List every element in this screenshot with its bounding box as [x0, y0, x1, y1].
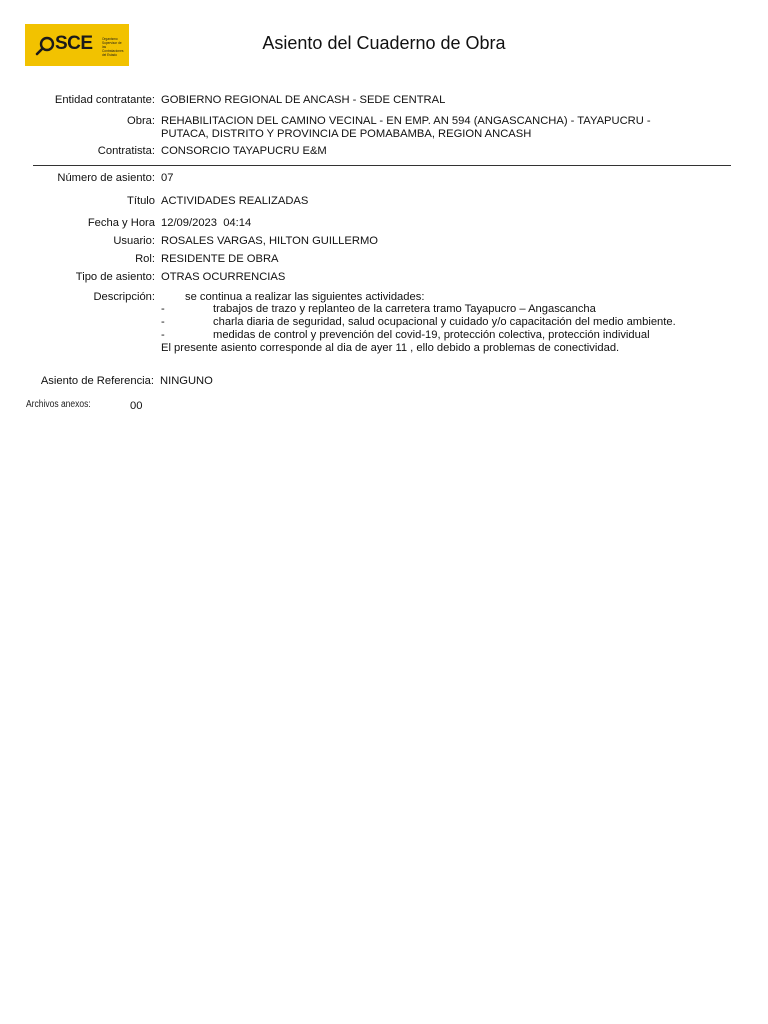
- list-bullet: -: [161, 303, 165, 315]
- logo-subtitle: Organismo Supervisor de las Contrataciones del Estado: [102, 37, 124, 57]
- divider-line: [33, 165, 731, 166]
- descripcion-label: Descripción:: [93, 291, 155, 303]
- rol-value: RESIDENTE DE OBRA: [161, 253, 279, 265]
- numero-value: 07: [161, 172, 174, 184]
- numero-label: Número de asiento:: [57, 172, 155, 184]
- obra-label: Obra:: [127, 115, 155, 127]
- page-title: Asiento del Cuaderno de Obra: [262, 33, 506, 53]
- titulo-value: ACTIVIDADES REALIZADAS: [161, 195, 309, 207]
- contratista-label: Contratista:: [97, 145, 155, 157]
- list-item: trabajos de trazo y replanteo de la carretera tramo Tayapucro – Angascancha: [213, 303, 596, 315]
- titulo-label: Título: [127, 195, 155, 207]
- usuario-value: ROSALES VARGAS, HILTON GUILLERMO: [161, 235, 378, 247]
- descripcion-closing: El presente asiento corresponde al dia de ayer 11 , ello debido a problemas de conectividad.: [161, 342, 620, 354]
- anexos-value: 00: [130, 400, 143, 412]
- obra-value-line1: REHABILITACION DEL CAMINO VECINAL - EN EMP. AN 594 (ANGASCANCHA) - TAYAPUCRU -: [161, 115, 651, 127]
- logo-wordmark: SCE: [55, 33, 93, 54]
- referencia-value: NINGUNO: [160, 375, 213, 387]
- list-item: charla diaria de seguridad, salud ocupacional y cuidado y/o capacitación del medio ambiente.: [213, 316, 676, 328]
- fecha-value: 12/09/2023 04:14: [161, 217, 252, 229]
- entidad-label: Entidad contratante:: [54, 94, 155, 106]
- list-item: medidas de control y prevención del covid-19, protección colectiva, protección individual: [213, 329, 650, 341]
- obra-value-line2: PUTACA, DISTRITO Y PROVINCIA DE POMABAMBA, REGION ANCASH: [161, 128, 532, 140]
- tipo-value: OTRAS OCURRENCIAS: [161, 271, 286, 283]
- contratista-value: CONSORCIO TAYAPUCRU E&M: [161, 145, 327, 157]
- entidad-value: GOBIERNO REGIONAL DE ANCASH - SEDE CENTRAL: [161, 94, 446, 106]
- anexos-label: Archivos anexos:: [26, 399, 91, 410]
- referencia-label: Asiento de Referencia:: [40, 375, 154, 387]
- descripcion-intro: se continua a realizar las siguientes actividades:: [185, 291, 425, 303]
- fecha-label: Fecha y Hora: [87, 217, 155, 229]
- rol-label: Rol:: [135, 253, 155, 265]
- list-bullet: -: [161, 316, 165, 328]
- tipo-label: Tipo de asiento:: [75, 271, 155, 283]
- usuario-label: Usuario:: [113, 235, 155, 247]
- list-bullet: -: [161, 329, 165, 341]
